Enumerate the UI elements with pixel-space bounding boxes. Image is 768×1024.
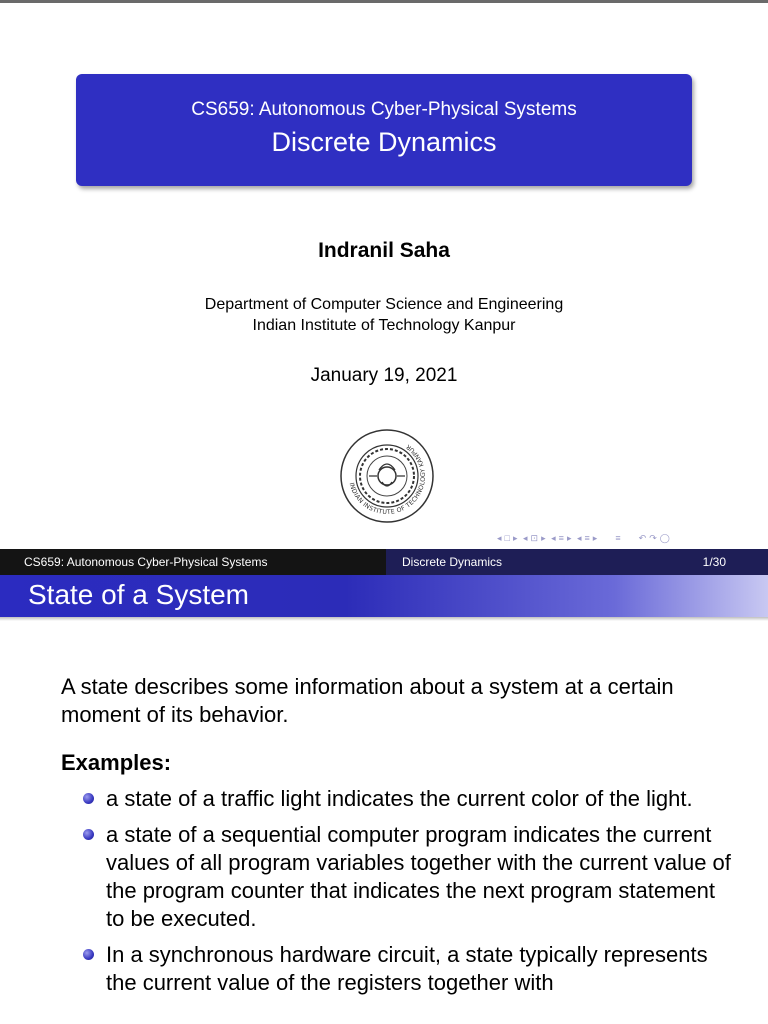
course-name: CS659: Autonomous Cyber-Physical Systems bbox=[191, 99, 577, 120]
list-item-text: In a synchronous hardware circuit, a state typically represents the current value of the registers together with bbox=[106, 942, 708, 995]
nav-next-frame-icon[interactable]: ▸ bbox=[541, 533, 546, 543]
title-box bbox=[76, 74, 692, 186]
nav-section-icon[interactable]: ≡ bbox=[584, 533, 590, 543]
nav-toc-icon[interactable]: ≡ bbox=[615, 533, 621, 543]
department: Department of Computer Science and Engineering bbox=[204, 296, 564, 313]
content-slide bbox=[0, 549, 768, 1024]
nav-prev-subsection-icon[interactable]: ◂ bbox=[551, 533, 556, 543]
bullet-icon bbox=[83, 793, 94, 804]
list-item bbox=[79, 821, 739, 933]
author-name: Indranil Saha bbox=[318, 239, 450, 262]
bullet-icon bbox=[83, 949, 94, 960]
nav-search-icon[interactable]: ◯ bbox=[659, 533, 670, 543]
frame-title-shadow bbox=[0, 617, 768, 621]
slide-footer bbox=[0, 549, 768, 575]
nav-forward-icon[interactable]: ↷ bbox=[649, 533, 657, 543]
nav-next-slide-icon[interactable]: ▸ bbox=[512, 533, 518, 543]
footer-page-number: 1/30 bbox=[702, 555, 726, 569]
frame-title: State of a System bbox=[28, 579, 249, 610]
footer-course: CS659: Autonomous Cyber-Physical Systems bbox=[24, 555, 268, 569]
nav-back-icon[interactable]: ↶ bbox=[638, 533, 647, 543]
nav-slide-icon[interactable]: □ bbox=[504, 533, 510, 543]
list-item-text: a state of a sequential computer program indicates the current values of all program variables together with the current value of the program counter that indicates the next program statement to be executed. bbox=[106, 822, 731, 931]
iitk-logo bbox=[339, 428, 435, 524]
footer-left bbox=[0, 549, 386, 575]
examples-heading: Examples: bbox=[61, 750, 172, 775]
presentation-title: Discrete Dynamics bbox=[271, 127, 497, 157]
nav-subsection-icon[interactable]: ≡ bbox=[558, 533, 564, 543]
logo-text: INDIAN INSTITUTE OF TECHNOLOGY KANPUR bbox=[347, 442, 428, 517]
list-item bbox=[79, 941, 739, 997]
intro-paragraph: A state describes some information about a system at a certain moment of its behavior. bbox=[61, 674, 674, 727]
institute: Indian Institute of Technology Kanpur bbox=[252, 317, 516, 334]
nav-prev-section-icon[interactable]: ◂ bbox=[576, 533, 582, 543]
nav-prev-frame-icon[interactable]: ◂ bbox=[523, 533, 528, 543]
nav-frame-icon[interactable]: ⊡ bbox=[530, 533, 539, 543]
title-slide bbox=[0, 3, 768, 549]
footer-section: Discrete Dynamics bbox=[402, 555, 503, 569]
list-item bbox=[79, 785, 739, 813]
presentation-date: January 19, 2021 bbox=[310, 365, 458, 386]
frame-title-bar bbox=[0, 575, 768, 617]
bullet-icon bbox=[83, 829, 94, 840]
list-item-text: a state of a traffic light indicates the current color of the light. bbox=[106, 786, 693, 811]
nav-next-subsection-icon[interactable]: ▸ bbox=[566, 533, 572, 543]
nav-prev-slide-icon[interactable]: ◂ bbox=[497, 533, 502, 543]
beamer-navigation[interactable] bbox=[497, 533, 673, 547]
affiliation bbox=[0, 294, 768, 336]
examples-list bbox=[79, 785, 739, 1005]
nav-next-section-icon[interactable]: ▸ bbox=[592, 533, 598, 543]
